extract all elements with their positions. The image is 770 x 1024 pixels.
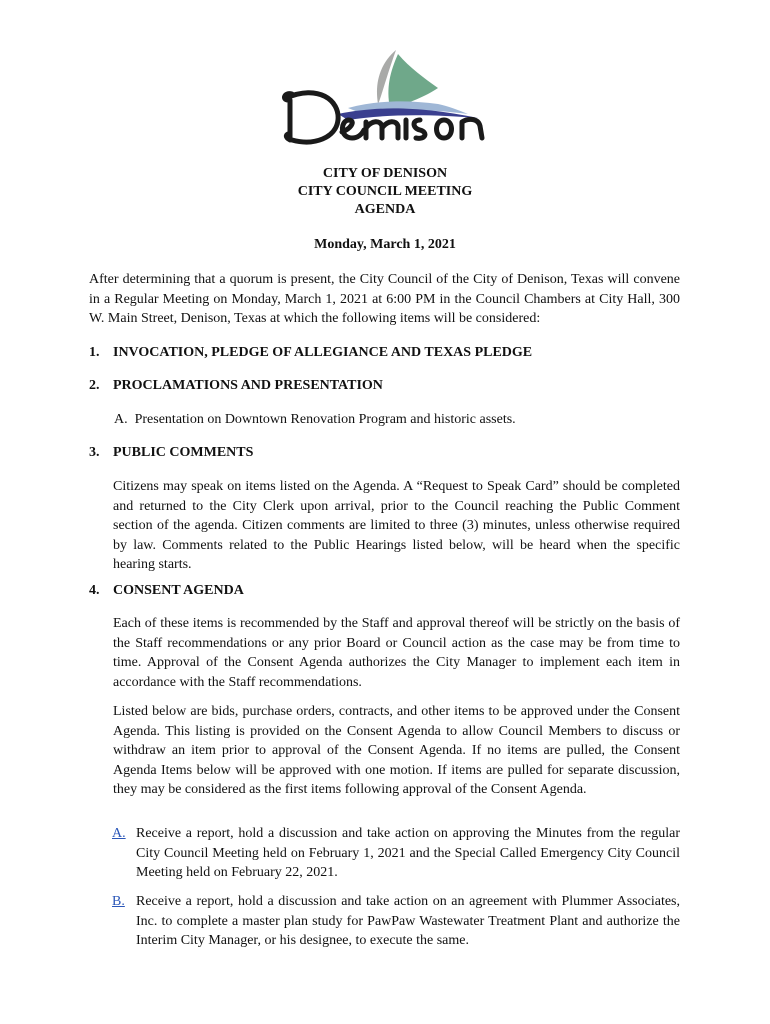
section-4-heading <box>89 582 244 600</box>
consent-item-b-text: Receive a report, hold a discussion and take action on an agreement with Plummer Associates, Inc. to complete a master plan study for PawPaw Wastewater Treatment Plant and authorize the Interim City Manager, or his designee, to execute the same. <box>136 894 680 948</box>
section-1-heading <box>89 344 532 362</box>
section-3-heading <box>89 444 253 462</box>
public-comments-paragraph: Citizens may speak on items listed on the Agenda. A “Request to Speak Card” should be completed and returned to the City Clerk upon arrival, prior to the Council reaching the Public Comment section of the agenda. Citizen comments are limited to three (3) minutes, unless otherwise required by law. Comments related to the Public Hearings listed below, will be heard when the specific hearing starts. <box>113 479 680 572</box>
section-2-heading <box>89 377 383 395</box>
consent-paragraph-2: Listed below are bids, purchase orders, contracts, and other items to be approved under the Consent Agenda. This listing is provided on the Consent Agenda to allow Council Members to discuss or withdraw an item prior to approval of the Consent Agenda. If no items are pulled, the Consent Agenda Items below will be approved with one motion. If items are pulled for separate discussion, they may be considered as the first items following approval of the Consent Agenda. <box>113 704 680 797</box>
section-number: 4. <box>89 583 100 598</box>
intro-paragraph: After determining that a quorum is present, the City Council of the City of Denison, Texas will convene in a Regular Meeting on Monday, March 1, 2021 at 6:00 PM in the Council Chambers at City Hall, 300 W. Main Street, Denison, Texas at which the following items will be considered: <box>89 272 680 326</box>
sail-green-icon <box>388 54 438 108</box>
wordmark-letters-enison <box>342 119 482 138</box>
agenda-title: AGENDA <box>354 202 416 217</box>
section-title: INVOCATION, PLEDGE OF ALLEGIANCE AND TEXAS PLEDGE <box>113 345 533 360</box>
presentation-item-a: A. Presentation on Downtown Renovation Program and historic assets. <box>114 412 516 427</box>
section-title: PUBLIC COMMENTS <box>113 445 254 460</box>
consent-item-a-link[interactable]: A. <box>112 826 126 841</box>
section-title: CONSENT AGENDA <box>113 583 244 598</box>
org-title: CITY OF DENISON <box>322 166 448 181</box>
wordmark-letter-d <box>285 93 339 142</box>
section-number: 3. <box>89 445 100 460</box>
consent-item-a-text: Receive a report, hold a discussion and take action on approving the Minutes from the regular City Council Meeting held on February 1, 2021 and the Special Called Emergency City Council Meeting held on February 22, 2021. <box>136 826 680 880</box>
meeting-date: Monday, March 1, 2021 <box>314 237 456 252</box>
meeting-title: CITY COUNCIL MEETING <box>297 184 473 199</box>
section-number: 1. <box>89 345 100 360</box>
consent-item-b <box>112 892 680 951</box>
consent-item-b-link[interactable]: B. <box>112 894 125 909</box>
denison-logo <box>278 48 494 152</box>
consent-item-a <box>112 824 680 883</box>
consent-paragraph-1: Each of these items is recommended by the Staff and approval thereof will be strictly on the basis of the Staff recommendations or any prior Board or Council action as the case may be from time to time. Approval of the Consent Agenda authorizes the City Manager to implement each item in accordance with the Staff recommendations. <box>113 616 680 690</box>
section-number: 2. <box>89 378 100 393</box>
section-title: PROCLAMATIONS AND PRESENTATION <box>113 378 383 393</box>
